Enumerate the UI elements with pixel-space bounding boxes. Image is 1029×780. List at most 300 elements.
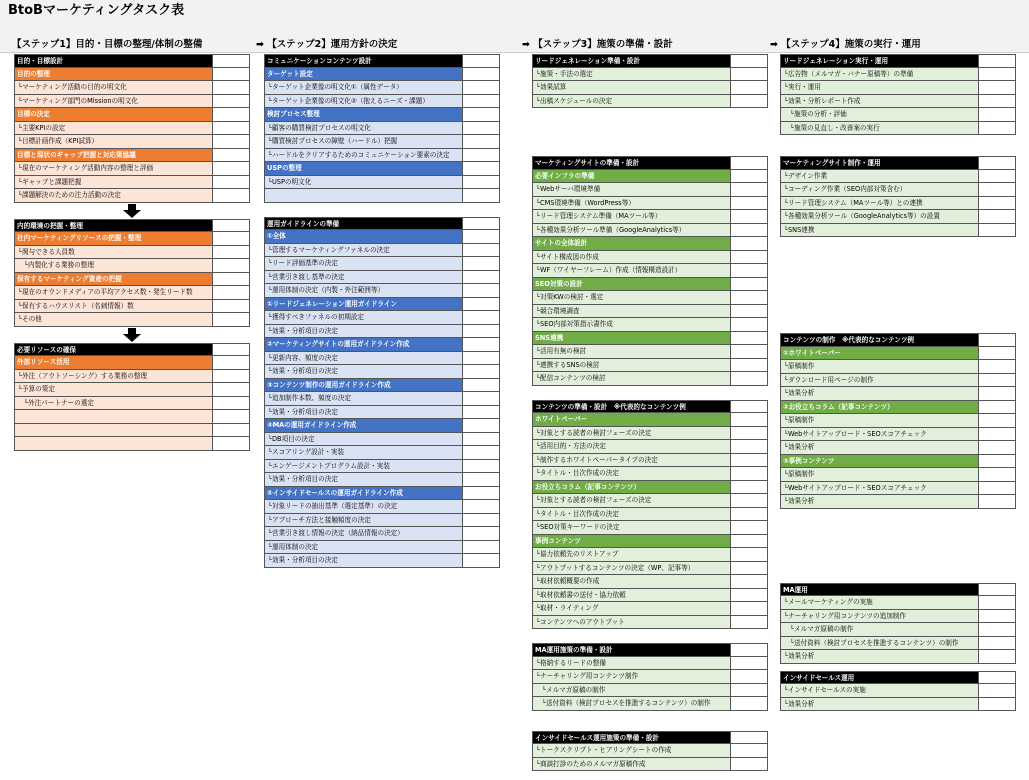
task-row <box>780 224 1016 238</box>
row-label: └原稿制作 <box>784 362 815 370</box>
check-cell[interactable] <box>978 183 1015 196</box>
check-cell[interactable] <box>462 500 499 513</box>
row-label: └外注（アウトソーシング）する業務の整理 <box>18 371 148 380</box>
row-label: └ハードルをクリアするためのコミュニケーション要素の決定 <box>268 150 450 159</box>
check-cell[interactable] <box>978 210 1015 223</box>
check-cell[interactable] <box>978 698 1015 711</box>
check-cell[interactable] <box>978 637 1015 650</box>
step3-column <box>532 54 768 771</box>
row-label: └メルマガ原稿の制作 <box>790 625 854 633</box>
task-row <box>14 370 250 384</box>
section-header <box>532 535 768 549</box>
check-cell[interactable] <box>462 271 499 284</box>
check-cell[interactable] <box>978 610 1015 623</box>
check-cell[interactable] <box>730 602 767 615</box>
task-row <box>264 406 500 420</box>
row-label: └サイト構成図の作成 <box>536 252 599 261</box>
check-cell[interactable] <box>978 108 1015 121</box>
task-row <box>780 610 1016 624</box>
row-label: └取材依頼概要の作成 <box>536 577 600 585</box>
row-label: └ダウンロード用ページの制作 <box>784 375 874 384</box>
row-label: └エンゲージメントプログラム設計・実装 <box>268 461 390 470</box>
check-cell[interactable] <box>730 684 767 697</box>
check-cell[interactable] <box>730 467 767 480</box>
row-label: ②マーケティングサイトの運用ガイドライン作成 <box>267 340 410 348</box>
check-cell[interactable] <box>978 650 1015 663</box>
task-row <box>532 251 768 265</box>
row-label: └インサイドセールスの実施 <box>784 686 866 694</box>
check-cell[interactable] <box>730 589 767 602</box>
task-row <box>532 305 768 319</box>
task-row <box>264 365 500 379</box>
task-row <box>532 183 768 197</box>
check-cell[interactable] <box>978 414 1015 427</box>
row-label: マーケティングサイトの準備・設計 <box>535 159 640 167</box>
check-cell[interactable] <box>212 68 249 81</box>
row-label: └効果・分析レポート作成 <box>784 96 861 105</box>
check-cell[interactable] <box>978 347 1015 360</box>
section-header <box>264 487 500 501</box>
check-cell[interactable] <box>462 284 499 297</box>
check-cell[interactable] <box>462 189 499 202</box>
task-row <box>532 345 768 359</box>
block-header <box>780 671 1016 685</box>
check-cell[interactable] <box>730 758 767 771</box>
task-row <box>780 482 1016 496</box>
row-label: MA運用 <box>783 585 808 594</box>
check-cell[interactable] <box>462 244 499 257</box>
task-table <box>14 343 250 451</box>
check-cell[interactable] <box>462 338 499 351</box>
task-row <box>532 291 768 305</box>
section-header <box>14 68 250 82</box>
check-cell[interactable] <box>978 197 1015 210</box>
check-cell[interactable] <box>730 644 767 656</box>
check-cell[interactable] <box>730 494 767 507</box>
check-cell[interactable] <box>462 392 499 405</box>
row-label: └格納するリードの整備 <box>536 658 606 667</box>
task-row <box>532 508 768 522</box>
check-cell[interactable] <box>212 122 249 135</box>
task-row <box>264 325 500 339</box>
row-label: └関与できる人員数 <box>18 247 75 256</box>
task-row <box>780 441 1016 455</box>
check-cell[interactable] <box>730 183 767 196</box>
task-row <box>264 460 500 474</box>
down-arrow-icon <box>14 203 250 219</box>
task-row <box>532 95 768 109</box>
check-cell[interactable] <box>462 433 499 446</box>
check-cell[interactable] <box>462 257 499 270</box>
check-cell[interactable] <box>462 554 499 567</box>
check-cell[interactable] <box>978 81 1015 94</box>
row-label: 目的・目標設計 <box>17 57 64 65</box>
row-label: └アプローチ方法と接触頻度の決定 <box>268 515 371 524</box>
row-label: └効果分析 <box>784 699 815 708</box>
row-label: 外部リソース活用 <box>17 358 70 366</box>
row-label: コンテンツの準備・設計 ※代表的なコンテンツ例 <box>535 402 686 411</box>
check-cell[interactable] <box>462 325 499 338</box>
check-cell[interactable] <box>978 401 1015 414</box>
row-label: コンテンツの制作 ※代表的なコンテンツ例 <box>783 336 915 344</box>
step2-column <box>264 54 500 568</box>
task-row <box>264 311 500 325</box>
check-cell[interactable] <box>462 81 499 94</box>
row-label: └原稿制作 <box>784 470 815 478</box>
row-label: 内的環境の把握・整理 <box>17 221 83 230</box>
check-cell[interactable] <box>462 135 499 148</box>
check-cell[interactable] <box>978 428 1015 441</box>
task-row <box>14 135 250 149</box>
task-row <box>14 246 250 260</box>
check-cell[interactable] <box>730 697 767 710</box>
row-label: └SEO内部対策指示書作成 <box>536 320 613 328</box>
section-header <box>14 149 250 163</box>
check-cell[interactable] <box>730 318 767 331</box>
check-cell[interactable] <box>462 218 499 230</box>
check-cell[interactable] <box>978 455 1015 468</box>
task-row <box>780 360 1016 374</box>
row-label: └保有するハウスリスト（名刺情報）数 <box>18 301 134 310</box>
row-label: └対象とする読者の検討フェーズの決定 <box>536 496 652 504</box>
row-label: └広告物（メルマガ・バナー原稿等）の準備 <box>784 69 914 78</box>
row-label: └目標計画作成（KPI試算） <box>18 137 99 145</box>
check-cell[interactable] <box>978 224 1015 237</box>
row-label: └タイトル・目次作成の決定 <box>536 509 619 518</box>
step4-heading: ➡ 【ステップ4】施策の実行・運用 <box>770 39 921 50</box>
row-label: └Webサイトアップロード・SEOスコアチェック <box>784 483 927 492</box>
block-header <box>532 643 768 657</box>
check-cell[interactable] <box>978 95 1015 108</box>
check-cell[interactable] <box>730 224 767 237</box>
check-cell[interactable] <box>462 446 499 459</box>
task-row <box>532 548 768 562</box>
check-cell[interactable] <box>730 732 767 744</box>
task-row <box>780 122 1016 136</box>
task-row <box>532 657 768 671</box>
check-cell[interactable] <box>462 311 499 324</box>
check-cell[interactable] <box>462 541 499 554</box>
block-header <box>780 156 1016 170</box>
check-cell[interactable] <box>462 55 499 67</box>
task-row <box>532 318 768 332</box>
check-cell[interactable] <box>730 157 767 169</box>
check-cell[interactable] <box>978 482 1015 495</box>
check-cell[interactable] <box>462 365 499 378</box>
section-header <box>14 356 250 370</box>
check-cell[interactable] <box>978 122 1015 135</box>
section-header <box>780 347 1016 361</box>
check-cell[interactable] <box>730 95 767 108</box>
row-label: └WF（ワイヤーフレーム）作成（情報構造設計） <box>536 266 682 274</box>
task-table <box>780 54 1016 135</box>
check-cell[interactable] <box>462 149 499 162</box>
check-cell[interactable] <box>978 387 1015 400</box>
check-cell[interactable] <box>212 149 249 162</box>
task-table <box>532 400 768 630</box>
check-cell[interactable] <box>730 291 767 304</box>
row-label: └対策KWの検討・選定 <box>536 293 604 301</box>
check-cell[interactable] <box>212 313 249 326</box>
check-cell[interactable] <box>730 332 767 345</box>
check-cell[interactable] <box>462 460 499 473</box>
check-cell[interactable] <box>462 298 499 311</box>
check-cell[interactable] <box>978 157 1015 169</box>
check-cell[interactable] <box>730 670 767 683</box>
check-cell[interactable] <box>730 372 767 385</box>
task-table <box>14 219 250 327</box>
check-cell[interactable] <box>730 81 767 94</box>
check-cell[interactable] <box>730 55 767 67</box>
check-cell[interactable] <box>730 305 767 318</box>
row-label: └効果・分析項目の決定 <box>268 556 338 564</box>
task-row <box>532 562 768 576</box>
check-cell[interactable] <box>730 535 767 548</box>
check-cell[interactable] <box>212 162 249 175</box>
row-label: └その他 <box>18 315 42 323</box>
row-label: └効果・分析項目の決定 <box>268 367 338 375</box>
task-row <box>532 454 768 468</box>
check-cell[interactable] <box>978 495 1015 508</box>
task-table <box>780 156 1016 237</box>
check-cell[interactable] <box>462 473 499 486</box>
task-row <box>14 162 250 176</box>
check-cell[interactable] <box>462 352 499 365</box>
check-cell[interactable] <box>462 514 499 527</box>
check-cell[interactable] <box>212 383 249 396</box>
task-row <box>532 68 768 82</box>
check-cell[interactable] <box>730 68 767 81</box>
row-label: └効果分析 <box>784 652 815 660</box>
task-row <box>264 527 500 541</box>
task-row <box>780 210 1016 224</box>
check-cell[interactable] <box>212 246 249 259</box>
check-cell[interactable] <box>212 437 249 450</box>
check-cell[interactable] <box>730 744 767 757</box>
check-cell[interactable] <box>730 345 767 358</box>
block-header <box>780 583 1016 597</box>
task-row <box>780 495 1016 509</box>
task-table <box>532 156 768 386</box>
task-row <box>14 300 250 314</box>
task-row <box>264 541 500 555</box>
step3-heading: ➡ 【ステップ3】施策の準備・設計 <box>522 39 673 50</box>
check-cell[interactable] <box>978 468 1015 481</box>
row-label: └DB項目の決定 <box>268 434 315 443</box>
row-label: ①ホワイトペーパー <box>783 348 841 357</box>
task-table <box>780 671 1016 712</box>
block-header <box>532 731 768 745</box>
task-table <box>780 333 1016 509</box>
check-cell[interactable] <box>212 356 249 369</box>
task-row <box>264 149 500 163</box>
check-cell[interactable] <box>730 413 767 426</box>
row-label: └管理するマーケティングファネルの決定 <box>268 245 390 254</box>
row-label: └更新内容、頻度の決定 <box>268 353 338 362</box>
check-cell[interactable] <box>730 197 767 210</box>
check-cell[interactable] <box>462 162 499 175</box>
row-label: └CMS環境準備（WordPress等） <box>536 198 635 207</box>
check-cell[interactable] <box>462 487 499 500</box>
row-label: SNS連携 <box>535 333 564 342</box>
task-row <box>780 468 1016 482</box>
check-cell[interactable] <box>978 584 1015 596</box>
row-label: └送付資料（検討プロセスを推進するコンテンツ）の制作 <box>542 699 711 707</box>
check-cell[interactable] <box>212 232 249 245</box>
check-cell[interactable] <box>730 401 767 413</box>
check-cell[interactable] <box>462 406 499 419</box>
check-cell[interactable] <box>730 170 767 183</box>
check-cell[interactable] <box>212 95 249 108</box>
check-cell[interactable] <box>978 672 1015 684</box>
task-row <box>264 271 500 285</box>
task-row <box>780 623 1016 637</box>
row-label: └アウトプットするコンテンツの決定（WP、記事等） <box>536 563 695 572</box>
check-cell[interactable] <box>212 108 249 121</box>
section-header <box>532 278 768 292</box>
check-cell[interactable] <box>212 81 249 94</box>
row-label: └ターゲット企業像の明文化②（抱えるニーズ・課題） <box>268 96 429 105</box>
row-label: └コーディング作業（SEO内部対策含む） <box>784 185 907 193</box>
check-cell[interactable] <box>212 55 249 67</box>
check-cell[interactable] <box>730 237 767 250</box>
check-cell[interactable] <box>462 122 499 135</box>
task-row <box>780 414 1016 428</box>
task-row <box>14 313 250 327</box>
task-row <box>264 257 500 271</box>
check-cell[interactable] <box>978 374 1015 387</box>
check-cell[interactable] <box>978 684 1015 697</box>
check-cell[interactable] <box>730 575 767 588</box>
task-row <box>264 135 500 149</box>
row-label: リードジェネレーション準備・設計 <box>535 57 641 65</box>
task-row <box>14 259 250 273</box>
task-row <box>780 596 1016 610</box>
check-cell[interactable] <box>730 508 767 521</box>
check-cell[interactable] <box>462 230 499 243</box>
check-cell[interactable] <box>212 300 249 313</box>
check-cell[interactable] <box>978 623 1015 636</box>
check-cell[interactable] <box>462 176 499 189</box>
row-label: 必要リソースの確保 <box>17 345 77 354</box>
row-label: └原稿制作 <box>784 416 815 424</box>
task-row <box>264 176 500 190</box>
task-row <box>780 183 1016 197</box>
row-label: ①全体 <box>267 232 286 240</box>
task-row <box>532 670 768 684</box>
check-cell[interactable] <box>462 108 499 121</box>
row-label: MA運用施策の準備・設計 <box>535 646 613 654</box>
check-cell[interactable] <box>462 95 499 108</box>
check-cell[interactable] <box>212 189 249 202</box>
check-cell[interactable] <box>212 397 249 410</box>
check-cell[interactable] <box>730 521 767 534</box>
row-label: └外注パートナーの選定 <box>24 398 94 407</box>
check-cell[interactable] <box>212 135 249 148</box>
check-cell[interactable] <box>730 359 767 372</box>
task-row <box>264 352 500 366</box>
check-cell[interactable] <box>730 562 767 575</box>
task-row <box>532 602 768 616</box>
check-cell[interactable] <box>212 176 249 189</box>
row-label: └USPの明文化 <box>268 177 312 186</box>
check-cell[interactable] <box>462 68 499 81</box>
task-row <box>14 176 250 190</box>
task-row <box>532 744 768 758</box>
check-cell[interactable] <box>212 424 249 437</box>
row-label: └実行・運用 <box>784 83 821 91</box>
row-label: └ナーチャリング用コンテンツの追加制作 <box>784 611 906 620</box>
task-table <box>532 643 768 711</box>
row-label: └運用体制の決定（内製・外注範囲等） <box>268 286 385 294</box>
check-cell[interactable] <box>978 55 1015 67</box>
task-row <box>532 224 768 238</box>
check-cell[interactable] <box>730 481 767 494</box>
check-cell[interactable] <box>978 334 1015 346</box>
section-header <box>264 108 500 122</box>
step4-column <box>780 54 1016 711</box>
check-cell[interactable] <box>730 548 767 561</box>
check-cell[interactable] <box>730 251 767 264</box>
row-label: サイトの全体設計 <box>535 239 588 247</box>
task-row <box>532 427 768 441</box>
block-header <box>14 54 250 68</box>
check-cell[interactable] <box>730 616 767 629</box>
check-cell[interactable] <box>212 286 249 299</box>
task-row <box>264 514 500 528</box>
check-cell[interactable] <box>462 419 499 432</box>
block-header <box>780 333 1016 347</box>
check-cell[interactable] <box>730 657 767 670</box>
task-row <box>264 189 500 203</box>
row-label: └効果試算 <box>536 83 567 91</box>
check-cell[interactable] <box>730 210 767 223</box>
section-header <box>264 298 500 312</box>
check-cell[interactable] <box>212 370 249 383</box>
check-cell[interactable] <box>730 454 767 467</box>
row-label: ③コンテンツ制作の運用ガイドライン作成 <box>267 380 391 389</box>
row-label: └効果・分析項目の決定 <box>268 326 338 335</box>
check-cell[interactable] <box>212 220 249 232</box>
check-cell[interactable] <box>212 273 249 286</box>
check-cell[interactable] <box>462 379 499 392</box>
task-row <box>264 554 500 568</box>
check-cell[interactable] <box>978 68 1015 81</box>
check-cell[interactable] <box>730 427 767 440</box>
task-row <box>532 440 768 454</box>
task-row <box>532 467 768 481</box>
row-label: └ナーチャリング用コンテンツ制作 <box>536 672 639 680</box>
section-header <box>532 481 768 495</box>
task-row <box>780 650 1016 664</box>
check-cell[interactable] <box>730 440 767 453</box>
check-cell[interactable] <box>212 344 249 356</box>
task-row <box>14 95 250 109</box>
check-cell[interactable] <box>978 170 1015 183</box>
check-cell[interactable] <box>462 527 499 540</box>
check-cell[interactable] <box>730 278 767 291</box>
task-row <box>264 392 500 406</box>
row-label: └デザイン作業 <box>784 171 828 180</box>
check-cell[interactable] <box>212 410 249 423</box>
check-cell[interactable] <box>978 596 1015 609</box>
check-cell[interactable] <box>978 360 1015 373</box>
row-label: └課題解決のための注力活動の決定 <box>18 191 121 199</box>
check-cell[interactable] <box>730 264 767 277</box>
page-title: BtoBマーケティングタスク表 <box>8 3 185 18</box>
check-cell[interactable] <box>212 259 249 272</box>
check-cell[interactable] <box>978 441 1015 454</box>
